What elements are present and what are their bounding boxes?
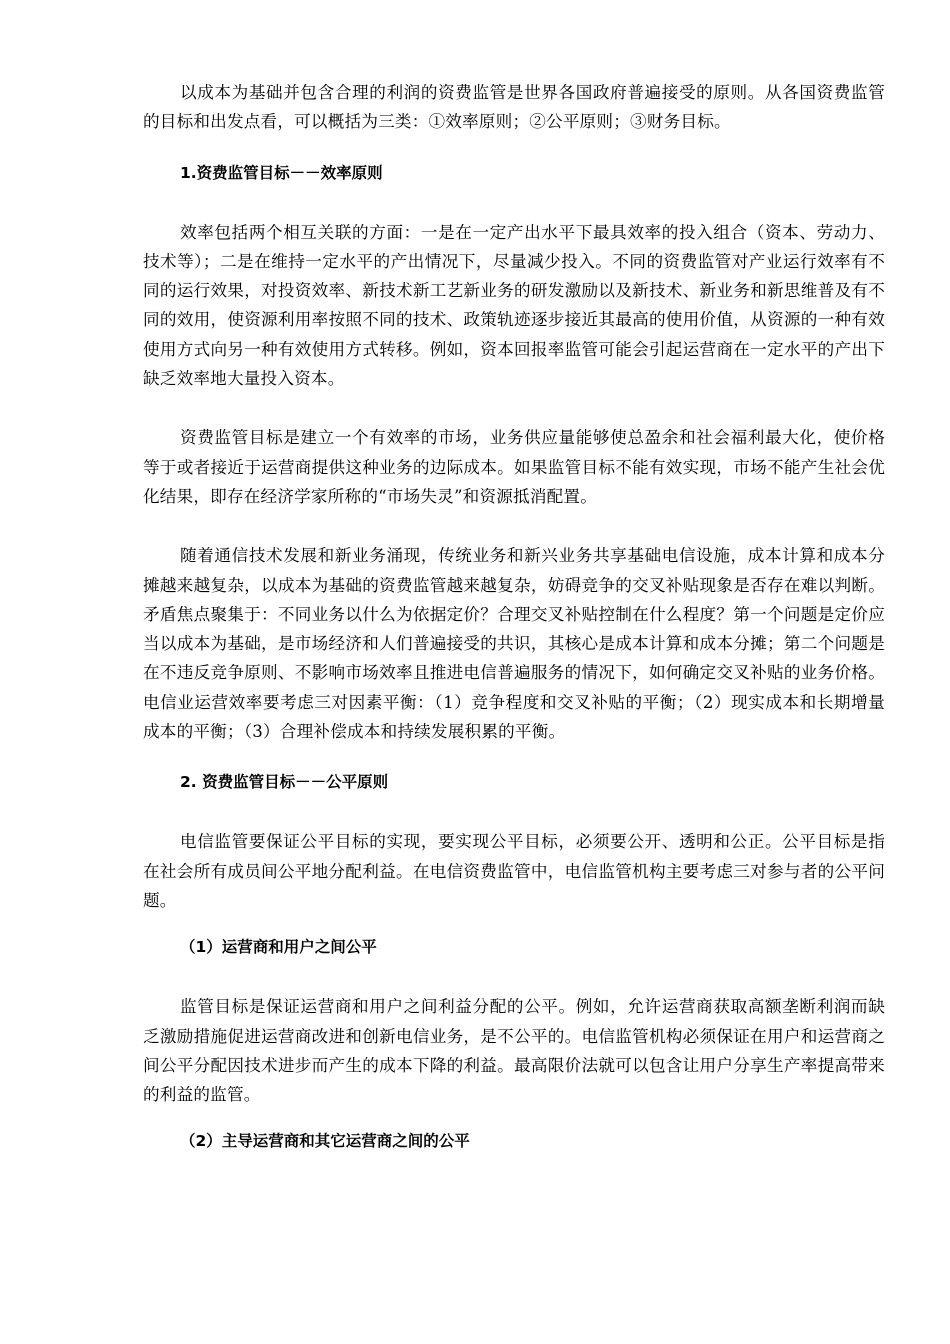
operator-user-fairness-paragraph: 监管目标是保证运营商和用户之间利益分配的公平。例如，允许运营商获取高额垄断利润而缺乏激励措施促进运营商改进和创新电信业务，是不公平的。电信监管机构必须保证在用户和运营商之间公平分配因技术进步而产生的成本下降的利益。最高限价法就可以包含让用户分享生产率提高带来的利益的监管。 xyxy=(143,997,885,1105)
efficiency-paragraph-3: 随着通信技术发展和新业务涌现，传统业务和新兴业务共享基础电信设施，成本计算和成本分摊越来越复杂，以成本为基础的资费监管越来越复杂，妨碍竞争的交叉补贴现象是否存在难以判断。矛盾焦点聚集于：不同业务以什么为依据定价？合理交叉补贴控制在什么程度？第一个问题是定价应当以成本为基础，是市场经济和人们普遍接受的共识，其核心是成本计算和成本分摊；第二个问题是在不违反竞争原则、不影响市场效率且推进电信普遍服务的情况下，如何确定交叉补贴的业务价格。电信业运营效率要考虑三对因素平衡：（1）竞争程度和交叉补贴的平衡；（2）现实成本和长期增量成本的平衡；（3）合理补偿成本和持续发展积累的平衡。 xyxy=(143,546,885,742)
subsection-2-heading: （2）主导运营商和其它运营商之间的公平 xyxy=(180,1132,470,1151)
section-2-heading: 2. 资费监管目标－－公平原则 xyxy=(180,773,389,792)
fairness-paragraph: 电信监管要保证公平目标的实现，要实现公平目标，必须要公开、透明和公正。公平目标是指在社会所有成员间公平地分配利益。在电信资费监管中，电信监管机构主要考虑三对参与者的公平问题。 xyxy=(143,832,885,910)
section-1-heading: 1.资费监管目标－－效率原则 xyxy=(180,163,383,182)
intro-paragraph: 以成本为基础并包含合理的利润的资费监管是世界各国政府普遍接受的原则。从各国资费监管的目标和出发点看，可以概括为三类：①效率原则；②公平原则；③财务目标。 xyxy=(143,83,885,132)
document-body xyxy=(143,78,885,1156)
efficiency-paragraph-2: 资费监管目标是建立一个有效率的市场，业务供应量能够使总盈余和社会福利最大化，使价格等于或者接近于运营商提供这种业务的边际成本。如果监管目标不能有效实现，市场不能产生社会优化结果，即存在经济学家所称的“市场失灵”和资源抵消配置。 xyxy=(143,428,885,506)
efficiency-paragraph-1: 效率包括两个相互关联的方面：一是在一定产出水平下最具效率的投入组合（资本、劳动力、技术等）；二是在维持一定水平的产出情况下，尽量减少投入。不同的资费监管对产业运行效率有不同的运行效果，对投资效率、新技术新工艺新业务的研发激励以及新技术、新业务和新思维普及有不同的效用，使资源利用率按照不同的技术、政策轨迹逐步接近其最高的使用价值，从资源的一种有效使用方式向另一种有效使用方式转移。例如，资本回报率监管可能会引起运营商在一定水平的产出下缺乏效率地大量投入资本。 xyxy=(143,222,885,389)
subsection-1-heading: （1）运营商和用户之间公平 xyxy=(180,938,377,957)
